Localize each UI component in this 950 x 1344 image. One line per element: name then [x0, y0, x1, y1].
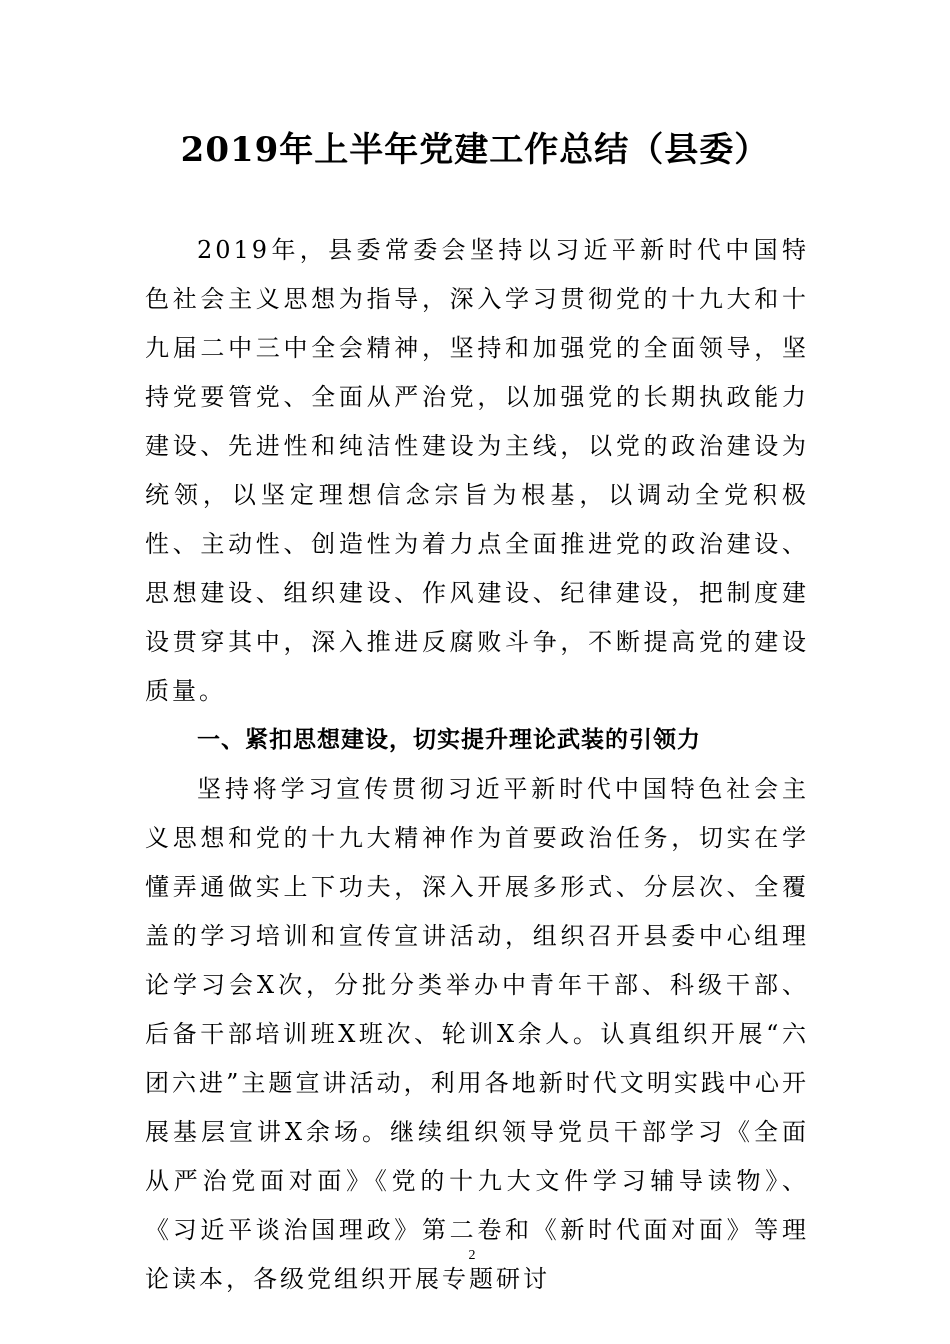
page-number: 2 — [468, 1248, 476, 1263]
section-paragraph: 坚持将学习宣传贯彻习近平新时代中国特色社会主义思想和党的十九大精神作为首要政治任务，切实在学懂弄通做实上下功夫，深入开展多形式、分层次、全覆盖的学习培训和宣传宣讲活动，组织召开县委中心组理论学习会X次，分批分类举办中青年干部、科级干部、后备干部培训班X班次、轮训X余人。认真组织开展“六团六进”主题宣讲活动，利用各地新时代文明实践中心开展基层宣讲X余场。继续组织领导党员干部学习《全面从严治党面对面》《党的十九大文件学习辅导读物》、《习近平谈治国理政》第二卷和《新时代面对面》等理论读本，各级党组织开展专题研讨 — [145, 775, 809, 1293]
section-heading: 一、紧扣思想建设，切实提升理论武装的引领力 — [197, 727, 701, 753]
document-title: 2019年上半年党建工作总结（县委） — [180, 130, 770, 170]
document-body — [145, 226, 809, 1304]
intro-paragraph: 2019年，县委常委会坚持以习近平新时代中国特色社会主义思想为指导，深入学习贯彻党的十九大和十九届二中三中全会精神，坚持和加强党的全面领导，坚持党要管党、全面从严治党，以加强党的长期执政能力建设、先进性和纯洁性建设为主线，以党的政治建设为统领，以坚定理想信念宗旨为根基，以调动全党积极性、主动性、创造性为着力点全面推进党的政治建设、思想建设、组织建设、作风建设、纪律建设，把制度建设贯穿其中，深入推进反腐败斗争，不断提高党的建设质量。 — [145, 236, 809, 705]
